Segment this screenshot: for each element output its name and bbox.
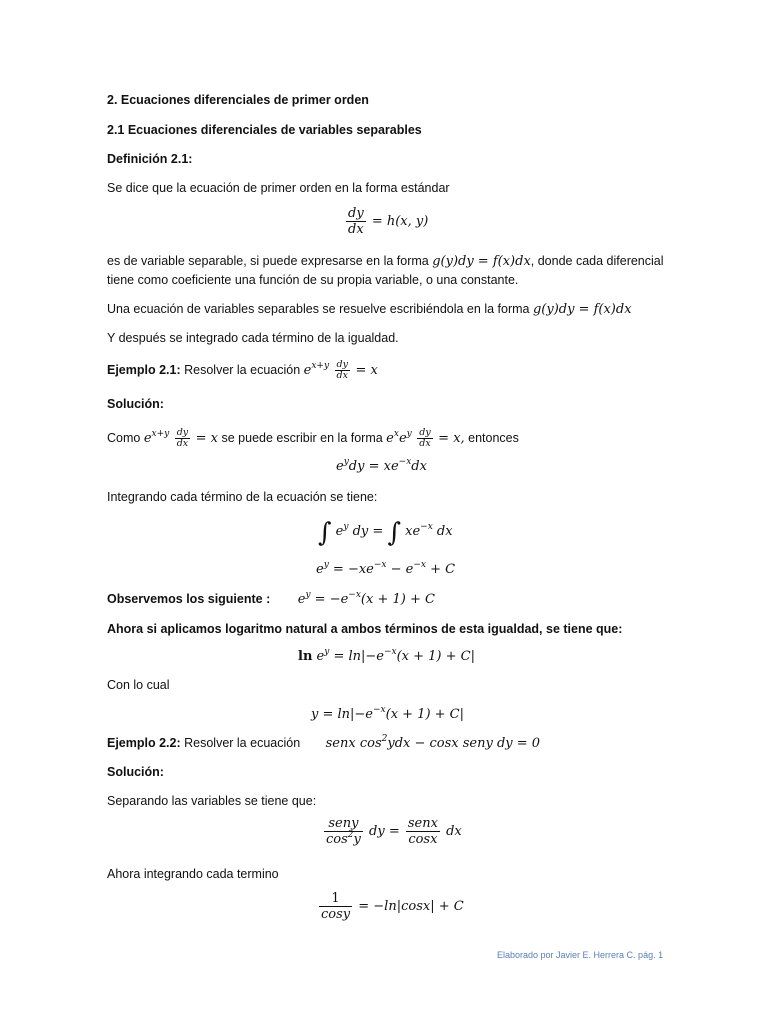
dy-dx-fraction: $\frac{dy}{dx}$	[419, 427, 431, 449]
subsection-heading: 2.1 Ecuaciones diferenciales de variables separables	[107, 123, 422, 137]
dy-dx-fraction: $\frac{dy}{dx}$	[336, 359, 348, 381]
equation-separated: $e^ydy = xe^{-x}dx$	[336, 457, 427, 474]
ahora-integrando-text: Ahora integrando cada termino	[107, 867, 279, 881]
page-footer: Elaborado por Javier E. Herrera C. pág. 1	[497, 950, 664, 960]
definition-text-3: tiene como coeficiente una función de su propia variable, o una constante.	[107, 273, 519, 287]
solution-label: Solución:	[107, 397, 164, 411]
observemos-line: Observemos los siguiente : $e^y = -e^{-x}(x + 1) + C$	[107, 590, 435, 607]
example-2-1: Ejemplo 2.1: Resolver la ecuación $e^{x+y}$ $\frac{dy}{dx}$ = x	[107, 359, 378, 381]
definition-text-5: Y después se integrado cada término de la igualdad.	[107, 331, 399, 345]
equation-standard-form: $\frac{dy}{dx}$ = h(x, y)	[348, 206, 429, 237]
como-line: Como $e^{x+y}$ $\frac{dy}{dx}$ = x se puede escribir en la forma $e^xe^y$ $\frac{dy}{dx}$ = x, entonces	[107, 427, 519, 449]
con-lo-cual-text: Con lo cual	[107, 678, 170, 692]
seny-over-cos2y-fraction: $\frac{\text{seny}}{\cos^2y}$	[326, 816, 361, 847]
senx-over-cosx-fraction: $\frac{\text{senx}}{\cos x}$	[407, 816, 438, 847]
definition-label: Definición 2.1:	[107, 152, 193, 166]
one-over-cosy-fraction: $\frac{1}{\cos y}$	[321, 891, 351, 922]
separando-text: Separando las variables se tiene que:	[107, 794, 317, 808]
ahora-text: Ahora si aplicamos logaritmo natural a ambos términos de esta igualdad, se tiene que:	[107, 622, 623, 636]
integrando-text: Integrando cada término de la ecuación se tiene:	[107, 490, 378, 504]
definition-text-4: Una ecuación de variables separables se resuelve escribiéndola en la forma g(y)dy = f(x)dx	[107, 302, 632, 317]
equation-y: $y = \ln|-e^{-x}(x + 1) + C|$	[311, 705, 465, 722]
solution-label-2: Solución:	[107, 765, 164, 779]
integral-sign: ∫	[387, 518, 401, 548]
equation-ln: $\ln e^y = \ln|-e^{-x}(x + 1) + C|$	[298, 647, 475, 664]
equation-final: $\frac{1}{\cos y}$ = −ln|cosx| + C	[321, 891, 464, 922]
section-heading: 2. Ecuaciones diferenciales de primer orden	[107, 93, 369, 107]
example-2-2: Ejemplo 2.2: Resolver la ecuación senx $\cos^2ydx - \cos x$ seny dy = 0	[107, 734, 541, 751]
equation-result: $e^y = -xe^{-x} - e^{-x} + C$	[316, 560, 456, 577]
definition-text-1: Se dice que la ecuación de primer orden en la forma estándar	[107, 181, 450, 195]
dy-dx-fraction: $\frac{dy}{dx}$	[348, 206, 364, 237]
equation-integral: ∫ $e^y$ dy = ∫ $xe^{-x}$ dx	[318, 518, 453, 548]
definition-text-2: es de variable separable, si puede expresarse en la forma g(y)dy = f(x)dx, donde cada diferencial	[107, 254, 664, 269]
equation-separated-variables: $\frac{\text{seny}}{\cos^2y}$ dy = $\frac{\text{senx}}{\cos x}$ dx	[326, 816, 462, 847]
dy-dx-fraction: $\frac{dy}{dx}$	[176, 427, 189, 449]
integral-sign: ∫	[318, 518, 332, 548]
